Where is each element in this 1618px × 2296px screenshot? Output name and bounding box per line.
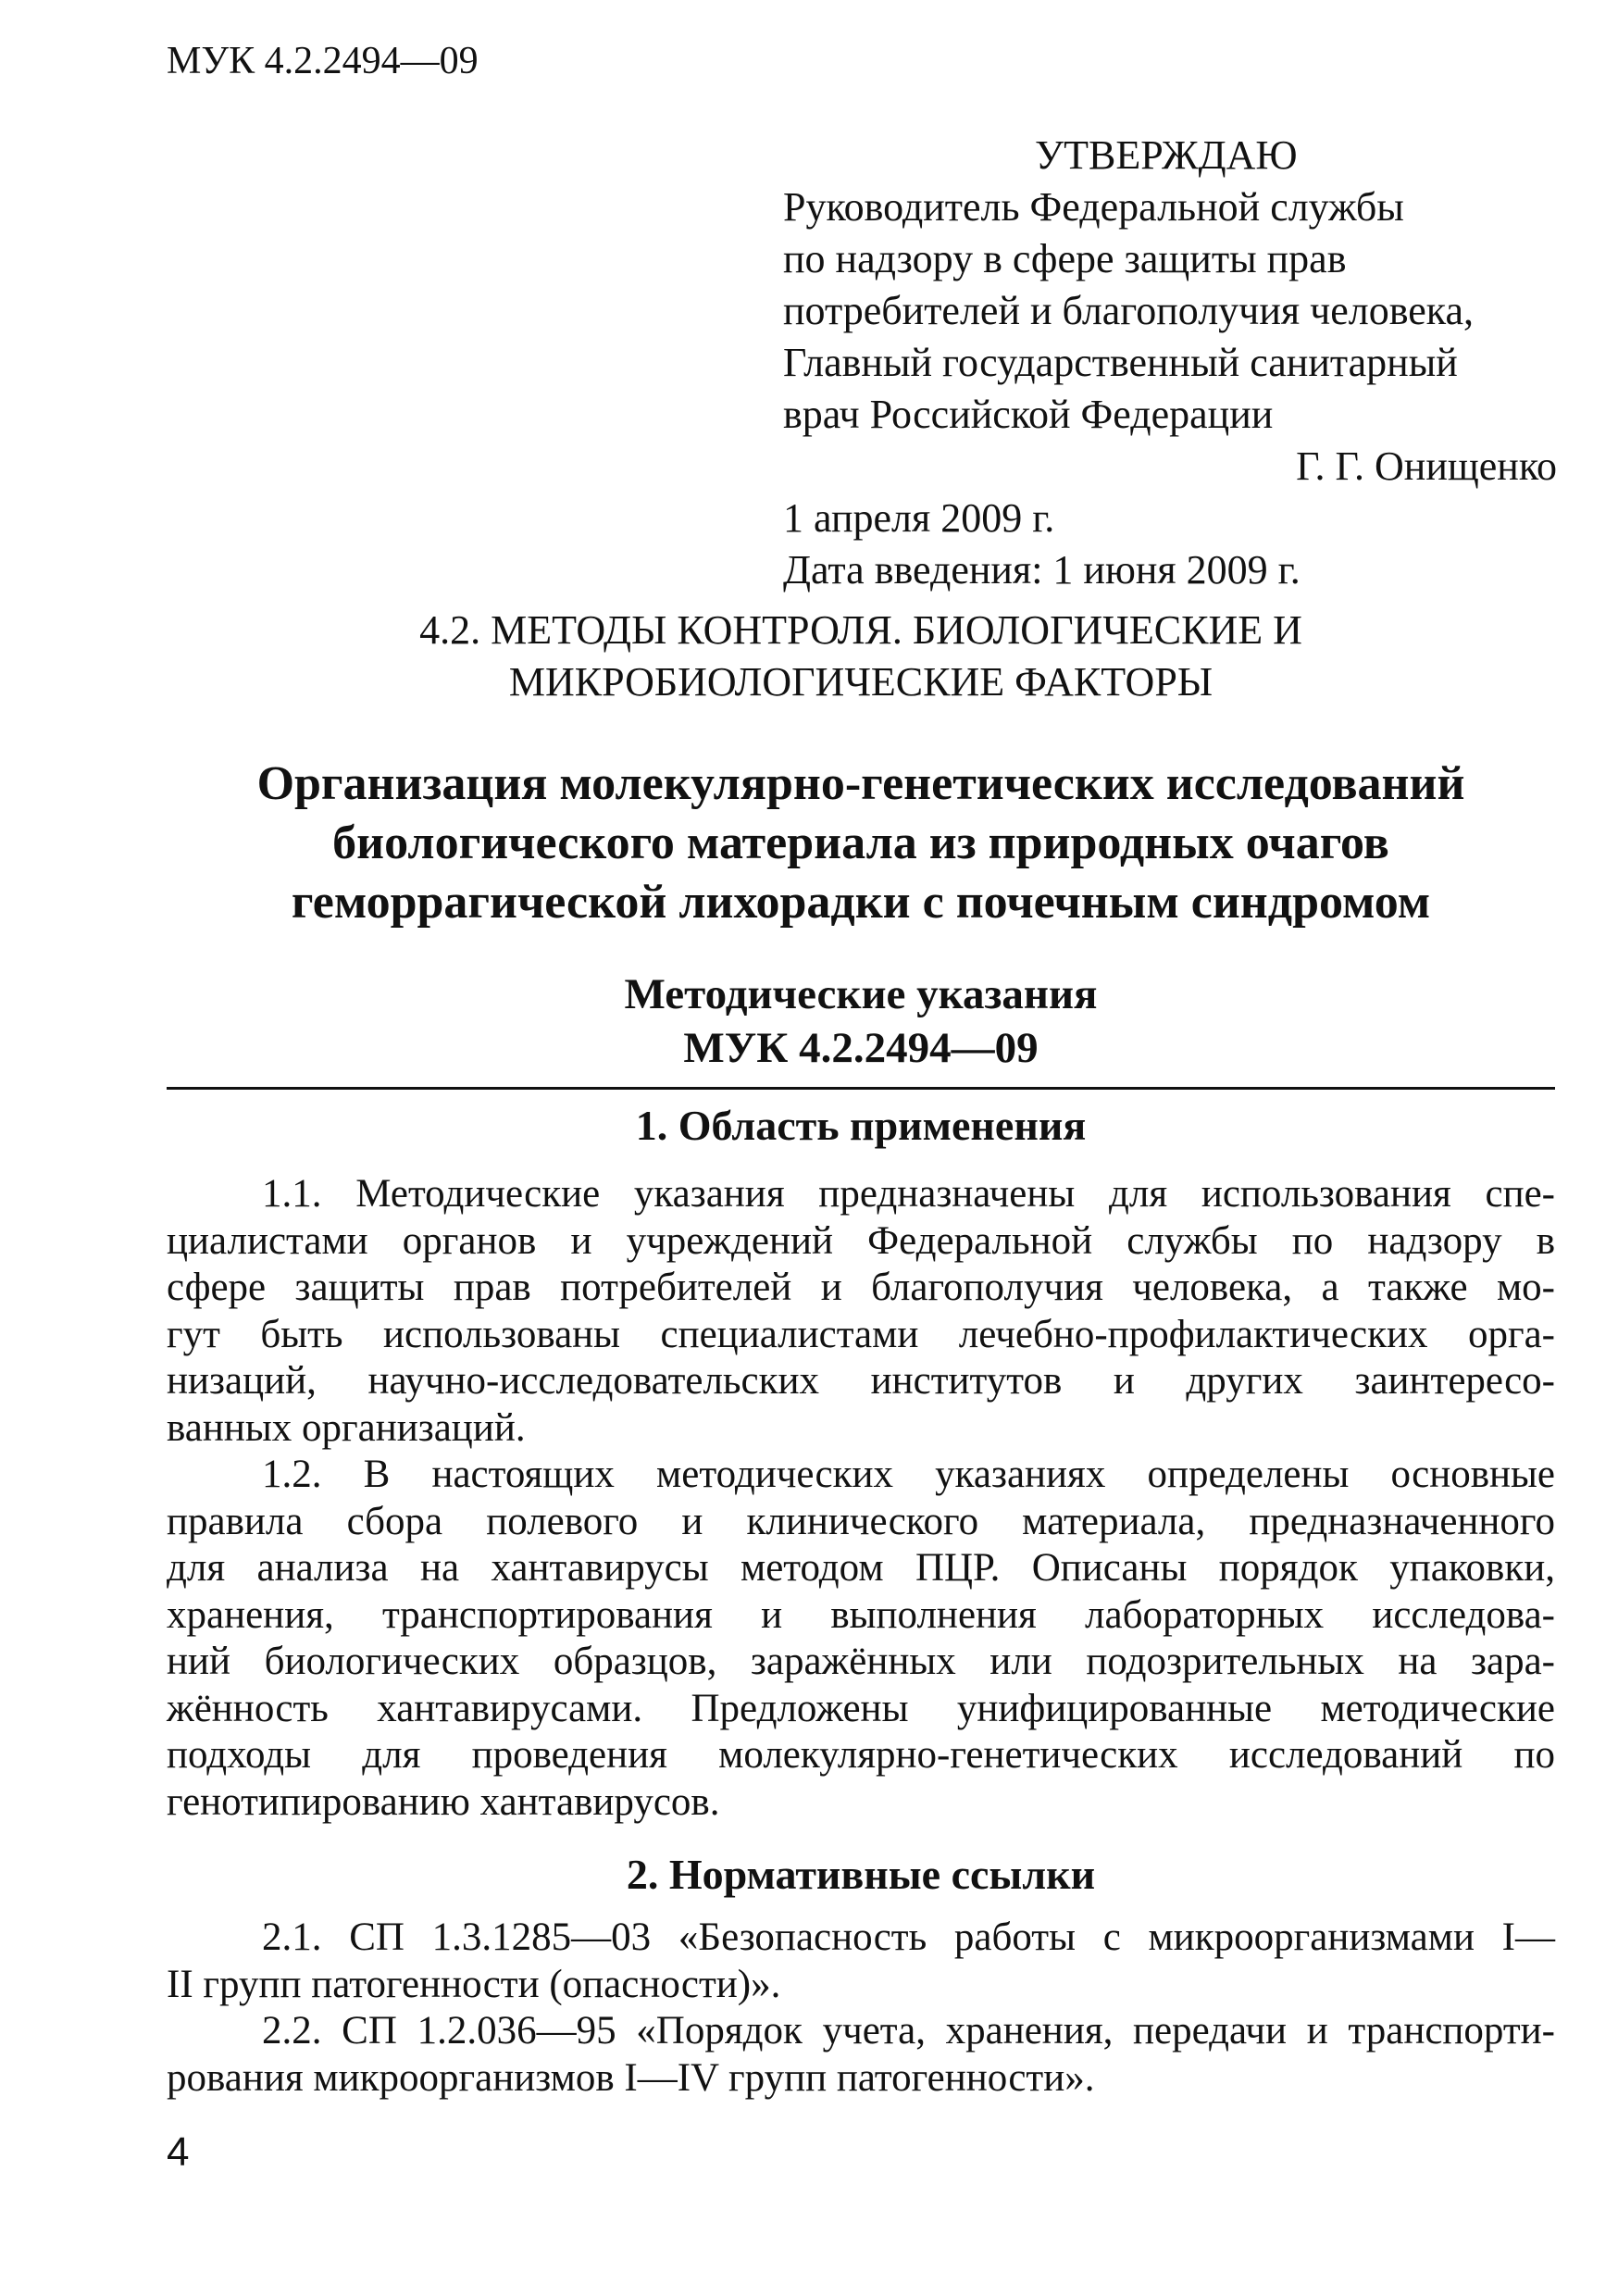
approval-position-line: врач Российской Федерации (783, 392, 1274, 437)
title-line: геморрагической лихорадки с почечным синдромом (291, 876, 1431, 929)
document-title (167, 755, 1555, 932)
paragraph-line: рования микроорганизмов I—IV групп патогенности». (167, 2055, 1095, 2100)
paragraph-line: правила сбора полевого и клинического материала, предназначенного (167, 1499, 1555, 1543)
paragraph-line: генотипированию хантавирусов. (167, 1779, 720, 1824)
approval-position-line: потребителей и благополучия человека, (783, 288, 1475, 333)
approval-position-line: по надзору в сфере защиты прав (783, 236, 1347, 281)
paragraph-line: гут быть использованы специалистами лечебно-профилактических орга- (167, 1312, 1555, 1356)
paragraph (167, 1171, 1555, 1452)
header-doc-code: МУК 4.2.2494—09 (167, 40, 479, 82)
paragraph-line: II групп патогенности (опасности)». (167, 1962, 781, 2006)
approval-position-line: Руководитель Федеральной службы (783, 184, 1404, 230)
approval-position-line: Главный государственный санитарный (783, 340, 1458, 385)
category-line: 4.2. МЕТОДЫ КОНТРОЛЯ. БИОЛОГИЧЕСКИЕ И (419, 607, 1302, 653)
effective-date: Дата введения: 1 июня 2009 г. (783, 547, 1301, 593)
section-heading: 2. Нормативные ссылки (626, 1851, 1096, 1898)
document-subtitle (167, 967, 1555, 1075)
paragraph (167, 2008, 1555, 2102)
approval-signatory: Г. Г. Онищенко (1296, 443, 1557, 489)
paragraph (167, 1452, 1555, 1826)
paragraph-line: ний биологических образцов, заражённых или подозрительных на зара- (167, 1640, 1555, 1683)
title-line: Организация молекулярно-генетических исследований (256, 757, 1465, 810)
subtitle-line: МУК 4.2.2494—09 (683, 1024, 1039, 1072)
paragraph-line: жённость хантавирусами. Предложены унифицированные методические (167, 1686, 1555, 1730)
horizontal-rule (167, 1087, 1555, 1090)
approval-title: УТВЕРЖДАЮ (1035, 132, 1298, 178)
paragraph-line: для анализа на хантавирусы методом ПЦР. Описаны порядок упаковки, (167, 1546, 1555, 1590)
approval-date: 1 апреля 2009 г. (783, 495, 1055, 541)
paragraph-line: 2.1. СП 1.3.1285—03 «Безопасность работы с микроорганизмами I— (262, 1915, 1555, 1959)
paragraph-line: подходы для проведения молекулярно-генетических исследований по (167, 1733, 1555, 1777)
subtitle-line: Методические указания (624, 970, 1098, 1018)
paragraph-line: 1.2. В настоящих методических указаниях определены основные (262, 1453, 1555, 1496)
section-heading: 1. Область применения (635, 1102, 1087, 1149)
paragraph-line: 2.2. СП 1.2.036—95 «Порядок учета, хранения, передачи и транспорти- (262, 2009, 1555, 2053)
category-heading (167, 605, 1555, 708)
paragraph-line: циалистами органов и учреждений Федеральной службы по надзору в (167, 1218, 1555, 1263)
paragraph-line: низаций, научно-исследовательских институтов и других заинтересо- (167, 1359, 1555, 1403)
paragraph-line: ванных организаций. (167, 1405, 526, 1450)
page-number: 4 (167, 2129, 190, 2175)
approval-block (783, 130, 1557, 596)
paragraph-line: хранения, транспортирования и выполнения лабораторных исследова- (167, 1592, 1555, 1637)
category-line: МИКРОБИОЛОГИЧЕСКИЕ ФАКТОРЫ (508, 659, 1214, 705)
paragraph (167, 1915, 1555, 2008)
paragraph-line: 1.1. Методические указания предназначены для использования спе- (262, 1172, 1555, 1216)
paragraph-line: сфере защиты прав потребителей и благополучия человека, а также мо- (167, 1266, 1555, 1309)
title-line: биологического материала из природных очагов (332, 817, 1389, 869)
